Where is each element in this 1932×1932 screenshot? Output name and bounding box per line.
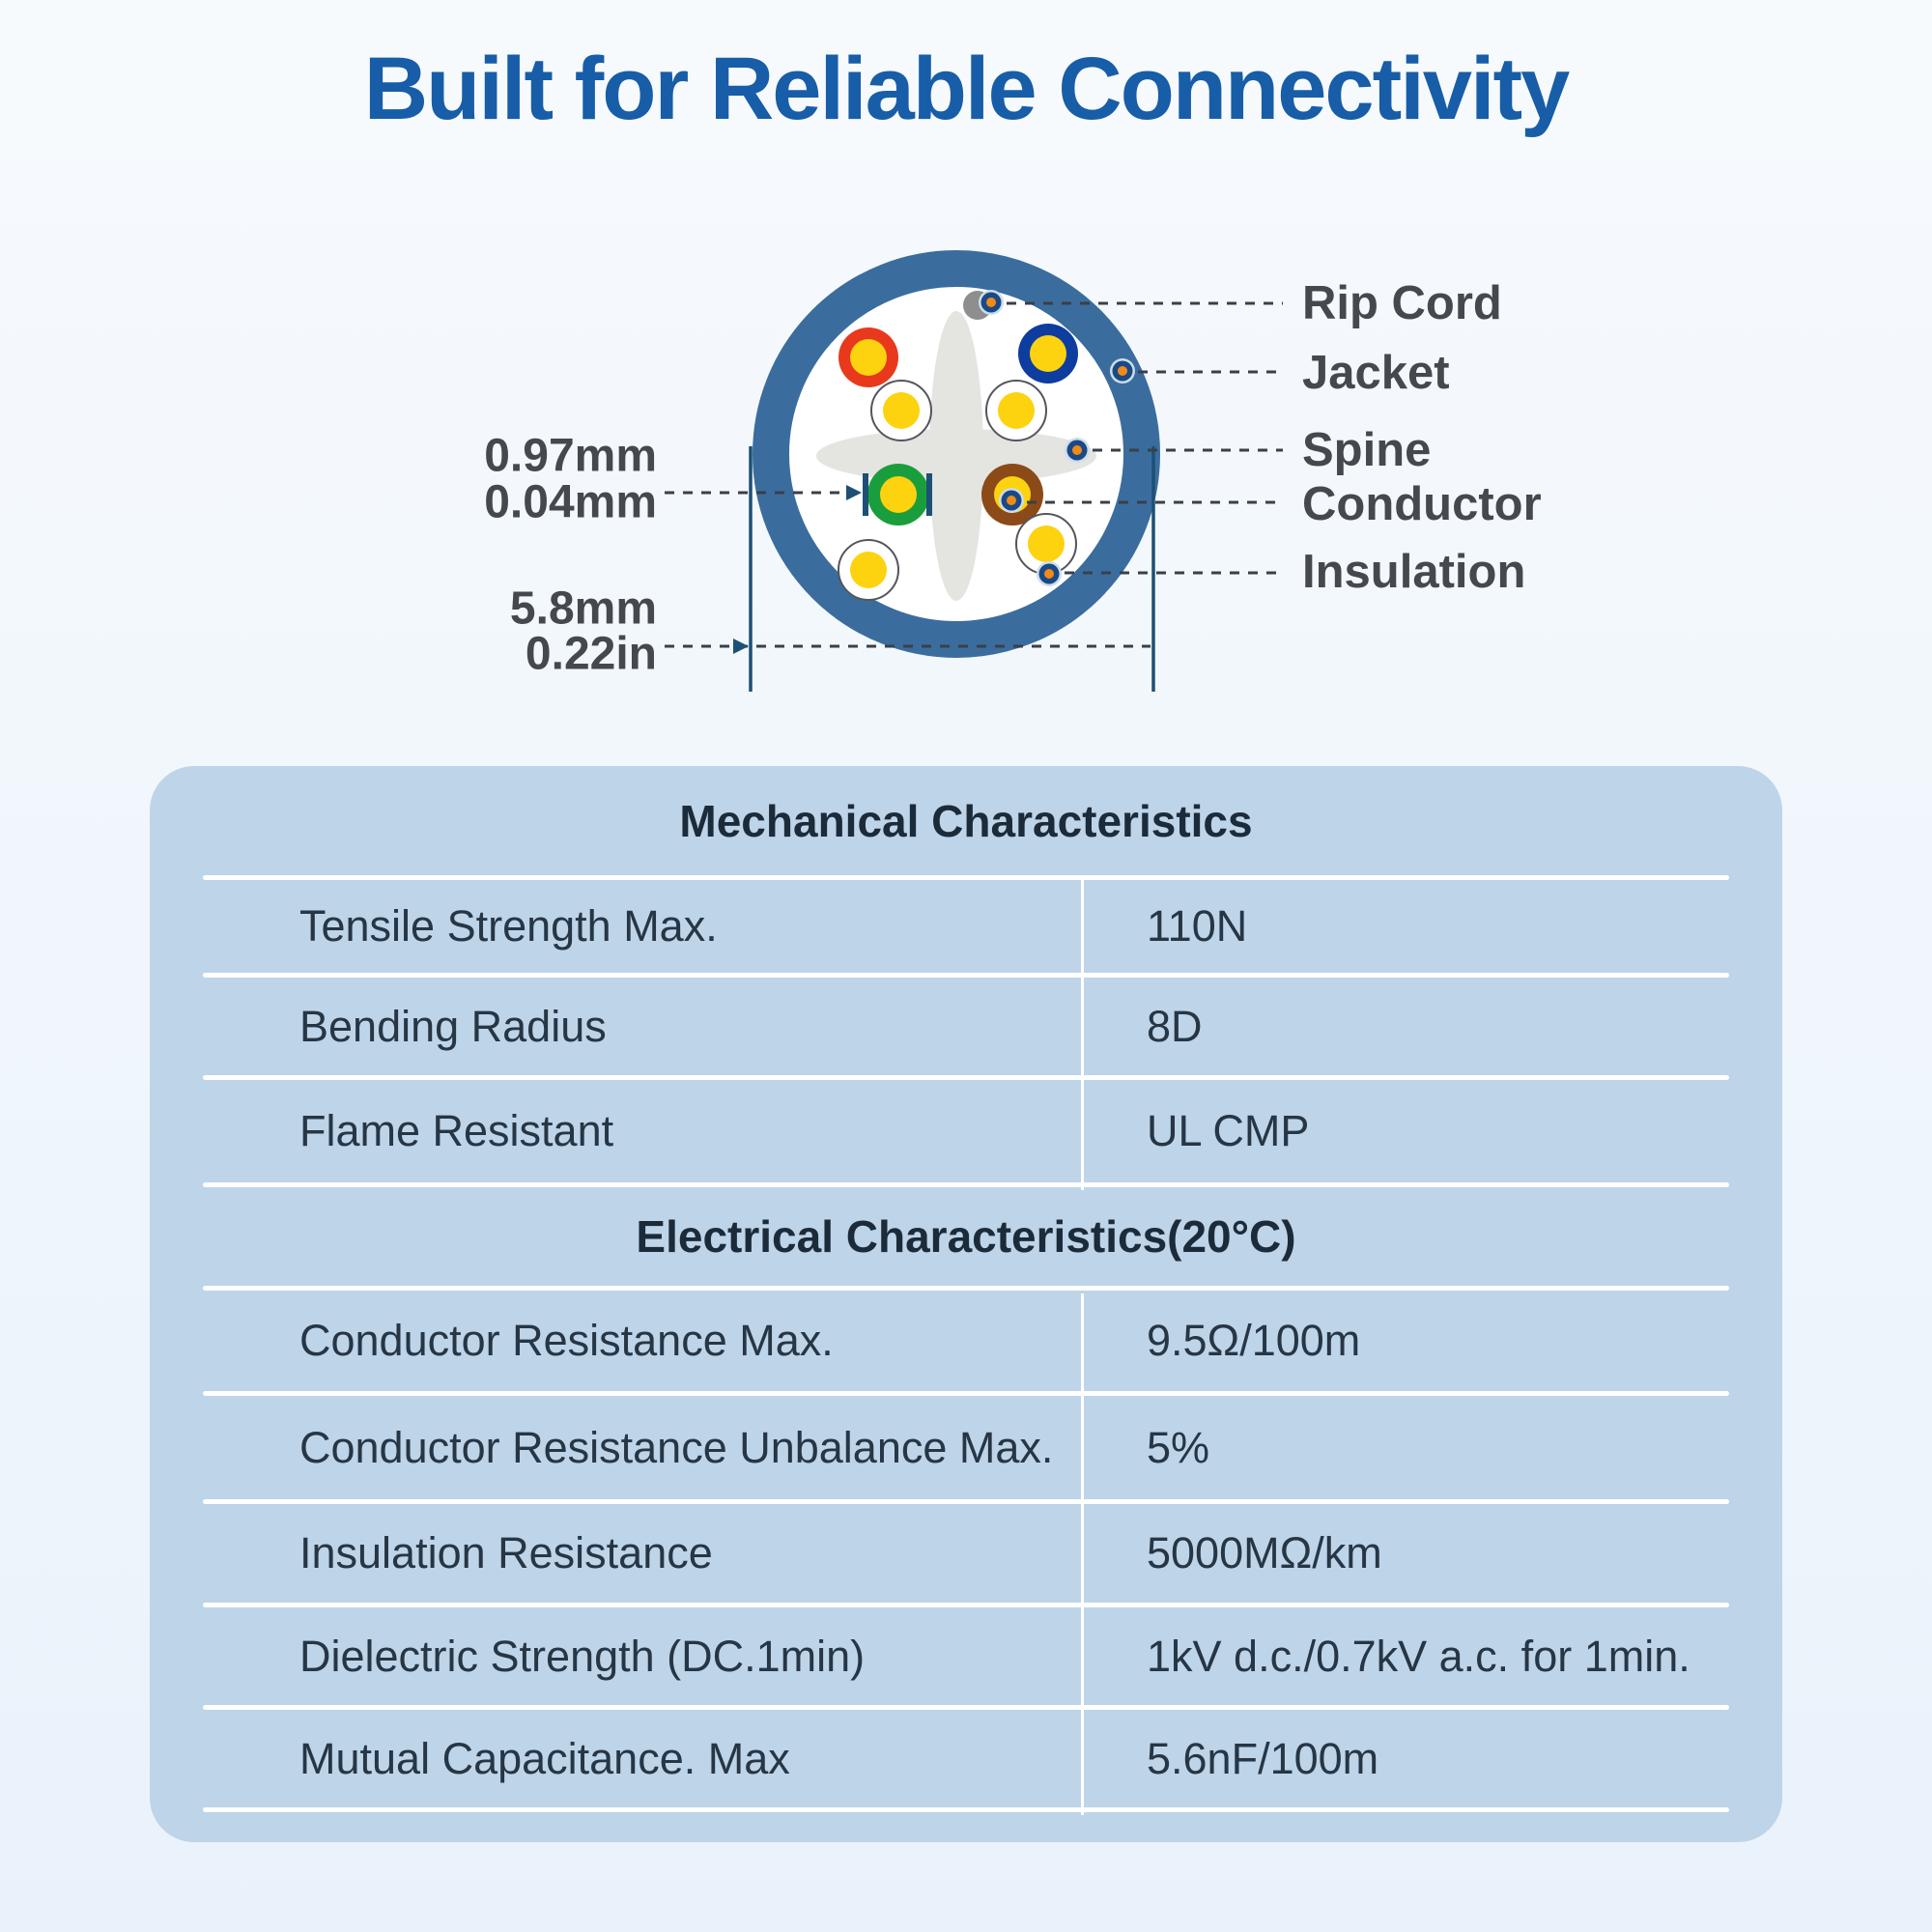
wire-white-top-left [871,381,931,440]
wire-red [838,327,898,387]
wire-white-top-right [986,381,1046,440]
table-row [150,1607,1782,1705]
table-row [150,1504,1782,1603]
marker-dot-jacket [1110,358,1135,384]
spec-table-card [150,766,1782,1842]
row-label: Flame Resistant [299,1106,614,1155]
row-label: Conductor Resistance Max. [299,1316,834,1365]
row-label: Dielectric Strength (DC.1min) [299,1631,866,1681]
callout-label-rip-cord: Rip Cord [1302,277,1502,329]
row-divider [203,1807,1729,1812]
table-row [150,880,1782,973]
table-row [150,978,1782,1075]
row-value: 8D [1147,1001,1203,1051]
marker-dot-spine [1065,438,1090,463]
row-label: Conductor Resistance Unbalance Max. [299,1422,1054,1472]
page-title: Built for Reliable Connectivity [363,40,1569,138]
section-header-electrical: Electrical Characteristics(20°C) [636,1211,1296,1262]
callout-label-conductor: Conductor [1302,478,1542,530]
row-label: Insulation Resistance [299,1528,713,1577]
column-divider-mechanical [1081,880,1084,1190]
dim-label-conductor-od: 0.04mm [484,476,657,528]
wire-white-bottom-left [838,540,898,600]
dim-label-insulation-od: 0.97mm [484,430,657,482]
row-label: Mutual Capacitance. Max [299,1733,790,1783]
marker-dot-insulation [1037,561,1062,586]
column-divider-electrical [1081,1293,1084,1815]
spine-arm-vertical [929,311,983,601]
callout-label-jacket: Jacket [1302,347,1450,399]
row-value: 110N [1147,901,1248,951]
dim-label-cable-od-in: 0.22in [525,628,657,680]
wire-blue [1018,324,1078,384]
row-label: Tensile Strength Max. [299,901,718,951]
table-row [150,1710,1782,1807]
callout-label-insulation: Insulation [1302,546,1526,598]
marker-dot-conductor [999,488,1024,513]
row-value: UL CMP [1147,1106,1310,1155]
row-value: 5% [1147,1422,1210,1472]
wire-green [867,464,929,526]
section-header-mechanical: Mechanical Characteristics [679,795,1253,846]
cable-cross-section-diagram [0,0,1932,734]
arrowhead-cable-diameter [733,639,749,654]
row-value: 5.6nF/100m [1147,1733,1379,1783]
row-value: 1kV d.c./0.7kV a.c. for 1min. [1147,1631,1690,1681]
row-label: Bending Radius [299,1001,607,1051]
table-row [150,1291,1782,1391]
marker-dot-rip-cord [979,290,1004,315]
row-value: 9.5Ω/100m [1147,1316,1361,1365]
callout-label-spine: Spine [1302,424,1432,476]
table-row [150,1396,1782,1499]
row-value: 5000MΩ/km [1147,1528,1382,1577]
table-row [150,1080,1782,1182]
dim-label-cable-od-mm: 5.8mm [509,582,657,635]
